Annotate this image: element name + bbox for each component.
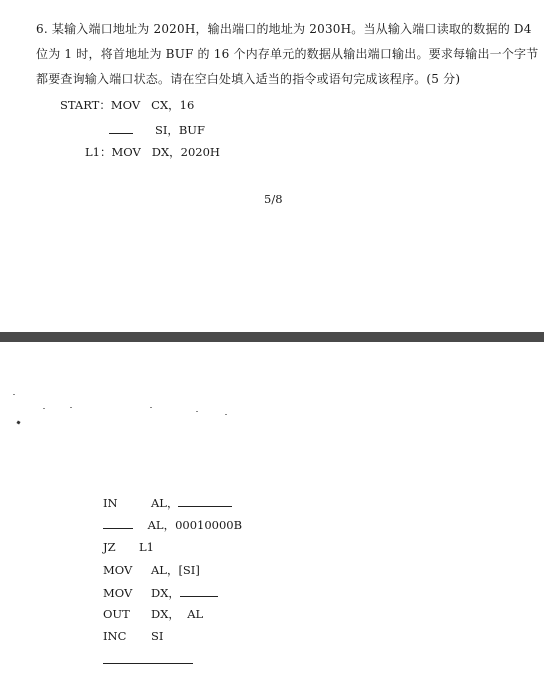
code-label-start: START： xyxy=(60,98,111,112)
code-arg: AL，[SI] xyxy=(151,563,200,577)
code-line-inc xyxy=(103,630,163,643)
code-line-l1 xyxy=(85,146,220,159)
code-op: JZ xyxy=(103,540,116,554)
code-op: MOV xyxy=(111,145,141,159)
scan-speck xyxy=(43,408,45,409)
code-line-blank-final xyxy=(103,653,193,667)
exam-page-top xyxy=(0,0,544,332)
scan-speck xyxy=(70,407,72,408)
page-separator xyxy=(0,332,544,342)
code-line-in xyxy=(103,496,232,510)
code-op: OUT xyxy=(103,607,130,621)
code-line-test xyxy=(103,518,242,532)
code-arg: SI xyxy=(151,629,164,643)
question-line-1: 6. 某输入端口地址为 2020H，输出端口的地址为 2030H。当从输入端口读取的数据的 D4 xyxy=(36,22,532,36)
answer-blank-1[interactable] xyxy=(109,123,133,134)
exam-page-bottom xyxy=(0,342,544,682)
code-arg: AL， xyxy=(151,496,179,510)
code-line-out xyxy=(103,608,203,621)
code-op: IN xyxy=(103,496,118,510)
code-arg: AL，00010000B xyxy=(147,518,243,532)
answer-blank-2[interactable] xyxy=(178,496,232,507)
code-line-mov-dx xyxy=(103,586,218,600)
code-arg: DX， AL xyxy=(151,607,204,621)
code-arg: SI，BUF xyxy=(154,123,205,137)
scan-speck xyxy=(13,394,15,395)
code-arg: CX，16 xyxy=(151,98,195,112)
scan-speck xyxy=(225,414,227,415)
code-line-mov-al xyxy=(103,564,200,577)
code-op: INC xyxy=(103,629,127,643)
code-label-l1: L1： xyxy=(85,145,112,159)
code-line-jz xyxy=(103,541,154,554)
question-line-2: 位为 1 时，将首地址为 BUF 的 16 个内存单元的数据从输出端口输出。要求每输出一个字节 xyxy=(36,47,539,61)
code-arg: DX，2020H xyxy=(151,145,220,159)
code-line-start xyxy=(60,99,194,112)
code-line-blank-si xyxy=(109,123,205,137)
page-number: 5/8 xyxy=(264,192,283,206)
code-op: MOV xyxy=(103,563,133,577)
scan-speck xyxy=(196,411,198,412)
code-arg: L1 xyxy=(139,540,154,554)
answer-blank-4[interactable] xyxy=(180,586,218,597)
answer-blank-5[interactable] xyxy=(103,653,193,664)
code-op: MOV xyxy=(110,98,141,112)
code-arg: DX， xyxy=(151,586,180,600)
code-op: MOV xyxy=(103,586,133,600)
question-line-3: 都要查询输入端口状态。请在空白处填入适当的指令或语句完成该程序。(5 分) xyxy=(36,72,461,86)
answer-blank-3[interactable] xyxy=(103,518,133,529)
scan-speck xyxy=(150,407,152,408)
